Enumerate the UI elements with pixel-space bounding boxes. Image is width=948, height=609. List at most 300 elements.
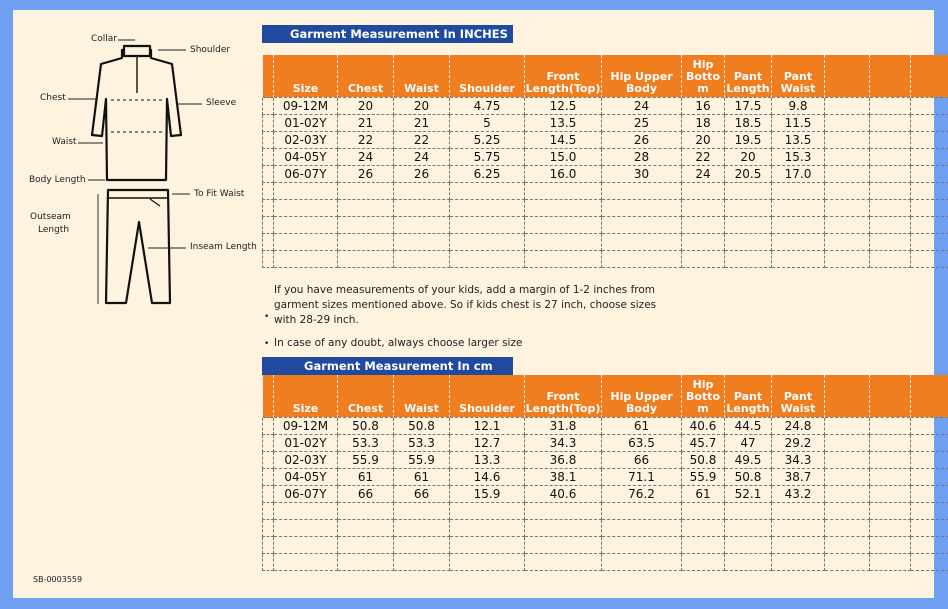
- table-cell: 63.5: [602, 434, 682, 451]
- column-header: [682, 375, 725, 417]
- table-cell: [263, 519, 274, 536]
- table-cell: 26: [394, 165, 450, 182]
- table-cell: 4.75: [450, 97, 525, 114]
- column-header-line: Hip Upper: [610, 389, 673, 403]
- table-cell: [682, 233, 725, 250]
- notes-block: [274, 283, 656, 328]
- table-cell: [911, 199, 948, 216]
- table-row: [263, 131, 948, 148]
- table-cell: [772, 502, 825, 519]
- table-cell: [450, 216, 525, 233]
- table-row: [263, 553, 948, 570]
- table-row: [263, 451, 948, 468]
- table-row: [263, 250, 948, 267]
- table-cell: [525, 199, 602, 216]
- table-cell: [870, 148, 911, 165]
- table-cell: 55.9: [338, 451, 394, 468]
- table-row: [263, 148, 948, 165]
- table-cell: [394, 502, 450, 519]
- table-cell: [870, 114, 911, 131]
- table-cell: [772, 519, 825, 536]
- column-header-line: Pant: [733, 69, 763, 83]
- column-header-line: Body: [626, 401, 657, 415]
- table-cell: [602, 250, 682, 267]
- table-cell: [911, 216, 948, 233]
- table-cell: [911, 165, 948, 182]
- table-cell: 66: [602, 451, 682, 468]
- header-spacer: [263, 375, 274, 417]
- table-cell: [274, 182, 338, 199]
- table-cell: [263, 485, 274, 502]
- table-row: [263, 417, 948, 434]
- table-cell: [263, 148, 274, 165]
- table-cell: [825, 502, 870, 519]
- table-cell: 53.3: [394, 434, 450, 451]
- table-cell: 24: [602, 97, 682, 114]
- table-row: [263, 199, 948, 216]
- table-cell: [825, 250, 870, 267]
- table-cell: 12.7: [450, 434, 525, 451]
- header-spacer: [870, 375, 911, 417]
- column-header-line: Waist: [780, 81, 816, 95]
- table-cell: 09-12M: [274, 97, 338, 114]
- table-cell: [338, 182, 394, 199]
- table-cell: [682, 250, 725, 267]
- table-cell: [911, 417, 948, 434]
- table-cell: 9.8: [772, 97, 825, 114]
- table-cell: 43.2: [772, 485, 825, 502]
- column-header-line: Waist: [404, 81, 439, 95]
- table-cell: [772, 199, 825, 216]
- table-row: [263, 536, 948, 553]
- table-cell: 13.3: [450, 451, 525, 468]
- table-cell: [602, 536, 682, 553]
- table-cell: 02-03Y: [274, 451, 338, 468]
- collar-shape: [124, 46, 150, 56]
- table-cell: [911, 182, 948, 199]
- table-cell: [825, 148, 870, 165]
- table-cell: 49.5: [725, 451, 772, 468]
- chest-label: Chest: [40, 93, 66, 103]
- table-cell: 20: [394, 97, 450, 114]
- column-header-line: Pant: [783, 389, 813, 403]
- table-cell: 20.5: [725, 165, 772, 182]
- header-spacer: [911, 55, 948, 97]
- header-spacer: [870, 55, 911, 97]
- column-header-line: Botto: [685, 389, 720, 403]
- table-cell: [263, 216, 274, 233]
- table-cell: [525, 536, 602, 553]
- table-cell: [338, 553, 394, 570]
- table-cell: [450, 199, 525, 216]
- table-cell: [911, 233, 948, 250]
- table-cell: 06-07Y: [274, 485, 338, 502]
- table-cell: [263, 233, 274, 250]
- cm-header-row: [263, 375, 948, 417]
- table-cell: 19.5: [725, 131, 772, 148]
- table-cell: 14.6: [450, 468, 525, 485]
- table-cell: [825, 233, 870, 250]
- table-cell: [825, 434, 870, 451]
- table-cell: [725, 553, 772, 570]
- table-cell: [825, 553, 870, 570]
- table-cell: 47: [725, 434, 772, 451]
- table-cell: 61: [602, 417, 682, 434]
- column-header-line: Chest: [347, 81, 384, 95]
- table-cell: [525, 502, 602, 519]
- outseam-label-2: Length: [38, 225, 70, 235]
- table-cell: 20: [682, 131, 725, 148]
- table-cell: [525, 216, 602, 233]
- column-header-line: Size: [292, 401, 319, 415]
- header-spacer: [911, 375, 948, 417]
- table-cell: 18.5: [725, 114, 772, 131]
- table-cell: [870, 451, 911, 468]
- column-header: [682, 55, 725, 97]
- table-cell: [825, 182, 870, 199]
- table-cell: 61: [338, 468, 394, 485]
- bullet-icon: •: [264, 312, 270, 322]
- table-cell: [825, 165, 870, 182]
- column-header-line: m: [697, 81, 709, 95]
- table-cell: 30: [602, 165, 682, 182]
- table-cell: 21: [338, 114, 394, 131]
- table-cell: [725, 233, 772, 250]
- column-header: [602, 375, 682, 417]
- table-cell: [525, 182, 602, 199]
- table-row: [263, 114, 948, 131]
- table-cell: [725, 250, 772, 267]
- table-cell: 22: [394, 131, 450, 148]
- note-line: If you have measurements of your kids, add a margin of 1-2 inches from: [274, 284, 656, 296]
- table-cell: 61: [682, 485, 725, 502]
- kurta-icon: [92, 46, 181, 180]
- cm-title: Garment Measurement In cm: [262, 357, 513, 375]
- table-cell: [870, 519, 911, 536]
- table-cell: [263, 131, 274, 148]
- table-cell: 15.0: [525, 148, 602, 165]
- table-cell: 36.8: [525, 451, 602, 468]
- shoulder-label: Shoulder: [190, 45, 231, 55]
- table-cell: 38.1: [525, 468, 602, 485]
- table-cell: [263, 451, 274, 468]
- table-cell: [394, 250, 450, 267]
- table-cell: [911, 148, 948, 165]
- table-cell: [394, 216, 450, 233]
- table-cell: [338, 502, 394, 519]
- table-cell: [450, 536, 525, 553]
- column-header: [394, 55, 450, 97]
- table-cell: [602, 182, 682, 199]
- header-spacer: [263, 55, 274, 97]
- table-cell: [870, 434, 911, 451]
- to-fit-waist-label: To Fit Waist: [194, 189, 245, 199]
- table-cell: 17.0: [772, 165, 825, 182]
- table-cell: 25: [602, 114, 682, 131]
- table-cell: [825, 485, 870, 502]
- pant-outline: [106, 190, 170, 303]
- table-cell: 40.6: [682, 417, 725, 434]
- table-cell: [825, 519, 870, 536]
- table-cell: [263, 553, 274, 570]
- table-cell: [450, 233, 525, 250]
- column-header: [450, 55, 525, 97]
- table-cell: [274, 553, 338, 570]
- table-cell: [450, 553, 525, 570]
- note-line: with 28-29 inch.: [274, 314, 359, 326]
- table-cell: 50.8: [394, 417, 450, 434]
- table-cell: 31.8: [525, 417, 602, 434]
- table-row: [263, 97, 948, 114]
- table-cell: [525, 250, 602, 267]
- table-cell: [725, 536, 772, 553]
- table-cell: [725, 182, 772, 199]
- table-cell: 45.7: [682, 434, 725, 451]
- table-row: [263, 182, 948, 199]
- column-header: [772, 55, 825, 97]
- table-cell: [870, 502, 911, 519]
- table-cell: 44.5: [725, 417, 772, 434]
- table-cell: [911, 485, 948, 502]
- table-cell: [725, 502, 772, 519]
- table-cell: 06-07Y: [274, 165, 338, 182]
- table-cell: [525, 233, 602, 250]
- note-line: garment sizes mentioned above. So if kids chest is 27 inch, choose sizes: [274, 299, 657, 311]
- table-cell: [263, 199, 274, 216]
- table-cell: [825, 468, 870, 485]
- table-cell: [274, 502, 338, 519]
- table-cell: 76.2: [602, 485, 682, 502]
- table-cell: [263, 434, 274, 451]
- sleeve-label: Sleeve: [206, 98, 237, 108]
- table-cell: [274, 536, 338, 553]
- table-cell: [772, 536, 825, 553]
- table-cell: 24: [394, 148, 450, 165]
- table-cell: [450, 519, 525, 536]
- column-header: [772, 375, 825, 417]
- table-cell: [525, 553, 602, 570]
- column-header: [602, 55, 682, 97]
- header-spacer: [825, 375, 870, 417]
- table-cell: [394, 553, 450, 570]
- table-cell: [682, 519, 725, 536]
- table-cell: 40.6: [525, 485, 602, 502]
- table-cell: [263, 250, 274, 267]
- column-header-line: Length(Top): [525, 81, 601, 95]
- table-cell: [602, 502, 682, 519]
- table-cell: [911, 131, 948, 148]
- column-header-line: Shoulder: [459, 81, 515, 95]
- column-header-line: Hip: [692, 57, 714, 71]
- table-cell: [870, 165, 911, 182]
- table-cell: [274, 199, 338, 216]
- table-cell: [825, 417, 870, 434]
- table-cell: 66: [338, 485, 394, 502]
- table-cell: [450, 182, 525, 199]
- column-header-line: Body: [626, 81, 657, 95]
- table-cell: [870, 233, 911, 250]
- table-cell: 55.9: [394, 451, 450, 468]
- column-header: [274, 55, 338, 97]
- table-cell: [338, 216, 394, 233]
- column-header-line: Hip Upper: [610, 69, 673, 83]
- outseam-label: Outseam: [30, 212, 71, 222]
- table-cell: 55.9: [682, 468, 725, 485]
- table-cell: [274, 519, 338, 536]
- column-header-line: Chest: [347, 401, 384, 415]
- table-cell: 16: [682, 97, 725, 114]
- table-cell: 34.3: [525, 434, 602, 451]
- table-cell: [870, 536, 911, 553]
- table-cell: [870, 97, 911, 114]
- table-cell: [263, 417, 274, 434]
- inches-header-row: [263, 55, 948, 97]
- table-cell: [772, 216, 825, 233]
- table-cell: [870, 553, 911, 570]
- column-header: [338, 375, 394, 417]
- column-header-line: Size: [292, 81, 319, 95]
- bullet-icon: •: [264, 339, 270, 349]
- table-cell: [274, 250, 338, 267]
- table-cell: [911, 519, 948, 536]
- table-cell: [911, 468, 948, 485]
- column-header-line: Front: [546, 69, 580, 83]
- table-cell: 66: [394, 485, 450, 502]
- table-cell: 21: [394, 114, 450, 131]
- table-cell: 38.7: [772, 468, 825, 485]
- pant-icon: [106, 190, 170, 303]
- table-row: [263, 165, 948, 182]
- table-cell: [525, 519, 602, 536]
- table-cell: [725, 216, 772, 233]
- table-cell: 01-02Y: [274, 434, 338, 451]
- inseam-label: Inseam Length: [190, 242, 257, 252]
- table-cell: [450, 250, 525, 267]
- table-cell: 11.5: [772, 114, 825, 131]
- table-cell: 01-02Y: [274, 114, 338, 131]
- table-row: [263, 485, 948, 502]
- product-code: SB-0003559: [33, 575, 83, 584]
- table-cell: 22: [338, 131, 394, 148]
- table-cell: [772, 250, 825, 267]
- table-cell: [602, 216, 682, 233]
- column-header-line: Pant: [733, 389, 763, 403]
- column-header: [725, 55, 772, 97]
- table-cell: [602, 553, 682, 570]
- table-cell: 6.25: [450, 165, 525, 182]
- table-cell: 50.8: [725, 468, 772, 485]
- table-cell: 50.8: [682, 451, 725, 468]
- table-cell: [263, 114, 274, 131]
- inches-title: Garment Measurement In INCHES: [262, 25, 513, 43]
- table-cell: 17.5: [725, 97, 772, 114]
- table-cell: 13.5: [772, 131, 825, 148]
- table-cell: [682, 502, 725, 519]
- table-cell: [338, 536, 394, 553]
- table-cell: 14.5: [525, 131, 602, 148]
- table-cell: [825, 97, 870, 114]
- table-cell: [394, 536, 450, 553]
- table-cell: 12.1: [450, 417, 525, 434]
- table-cell: [870, 468, 911, 485]
- column-header: [725, 375, 772, 417]
- table-cell: 34.3: [772, 451, 825, 468]
- table-cell: 29.2: [772, 434, 825, 451]
- table-cell: 26: [338, 165, 394, 182]
- table-cell: 53.3: [338, 434, 394, 451]
- pocket-line: [150, 199, 160, 206]
- note-line: In case of any doubt, always choose larger size: [274, 337, 523, 349]
- table-cell: 71.1: [602, 468, 682, 485]
- table-cell: [911, 451, 948, 468]
- table-cell: [450, 502, 525, 519]
- table-cell: [725, 519, 772, 536]
- column-header-line: Shoulder: [459, 401, 515, 415]
- table-cell: 26: [602, 131, 682, 148]
- table-cell: [870, 199, 911, 216]
- table-cell: [682, 536, 725, 553]
- column-header: [525, 375, 602, 417]
- table-cell: [394, 233, 450, 250]
- table-cell: 22: [682, 148, 725, 165]
- table-cell: 52.1: [725, 485, 772, 502]
- table-cell: 24: [338, 148, 394, 165]
- table-cell: [870, 417, 911, 434]
- body-length-label: Body Length: [29, 175, 86, 185]
- table-cell: [394, 519, 450, 536]
- table-row: [263, 519, 948, 536]
- table-cell: [682, 182, 725, 199]
- table-cell: [338, 250, 394, 267]
- table-cell: 12.5: [525, 97, 602, 114]
- column-header-line: Front: [546, 389, 580, 403]
- column-header-line: Hip: [692, 377, 714, 391]
- table-cell: [682, 553, 725, 570]
- table-cell: [911, 97, 948, 114]
- table-cell: [911, 536, 948, 553]
- table-cell: [338, 233, 394, 250]
- table-row: [263, 233, 948, 250]
- table-cell: [263, 502, 274, 519]
- table-cell: [870, 250, 911, 267]
- table-cell: [825, 451, 870, 468]
- column-header: [274, 375, 338, 417]
- table-cell: 20: [338, 97, 394, 114]
- table-cell: [825, 114, 870, 131]
- collar-label: Collar: [91, 34, 118, 44]
- column-header: [338, 55, 394, 97]
- table-cell: [338, 199, 394, 216]
- table-cell: 15.9: [450, 485, 525, 502]
- table-cell: [263, 165, 274, 182]
- table-cell: [870, 131, 911, 148]
- table-cell: [772, 182, 825, 199]
- table-cell: 16.0: [525, 165, 602, 182]
- table-cell: [772, 553, 825, 570]
- table-cell: 09-12M: [274, 417, 338, 434]
- table-cell: [825, 131, 870, 148]
- table-cell: [772, 233, 825, 250]
- table-cell: [602, 199, 682, 216]
- table-cell: 02-03Y: [274, 131, 338, 148]
- table-cell: [825, 216, 870, 233]
- table-cell: [911, 502, 948, 519]
- column-header-line: Botto: [685, 69, 720, 83]
- table-cell: [682, 216, 725, 233]
- table-cell: [870, 216, 911, 233]
- table-cell: [825, 199, 870, 216]
- column-header: [525, 55, 602, 97]
